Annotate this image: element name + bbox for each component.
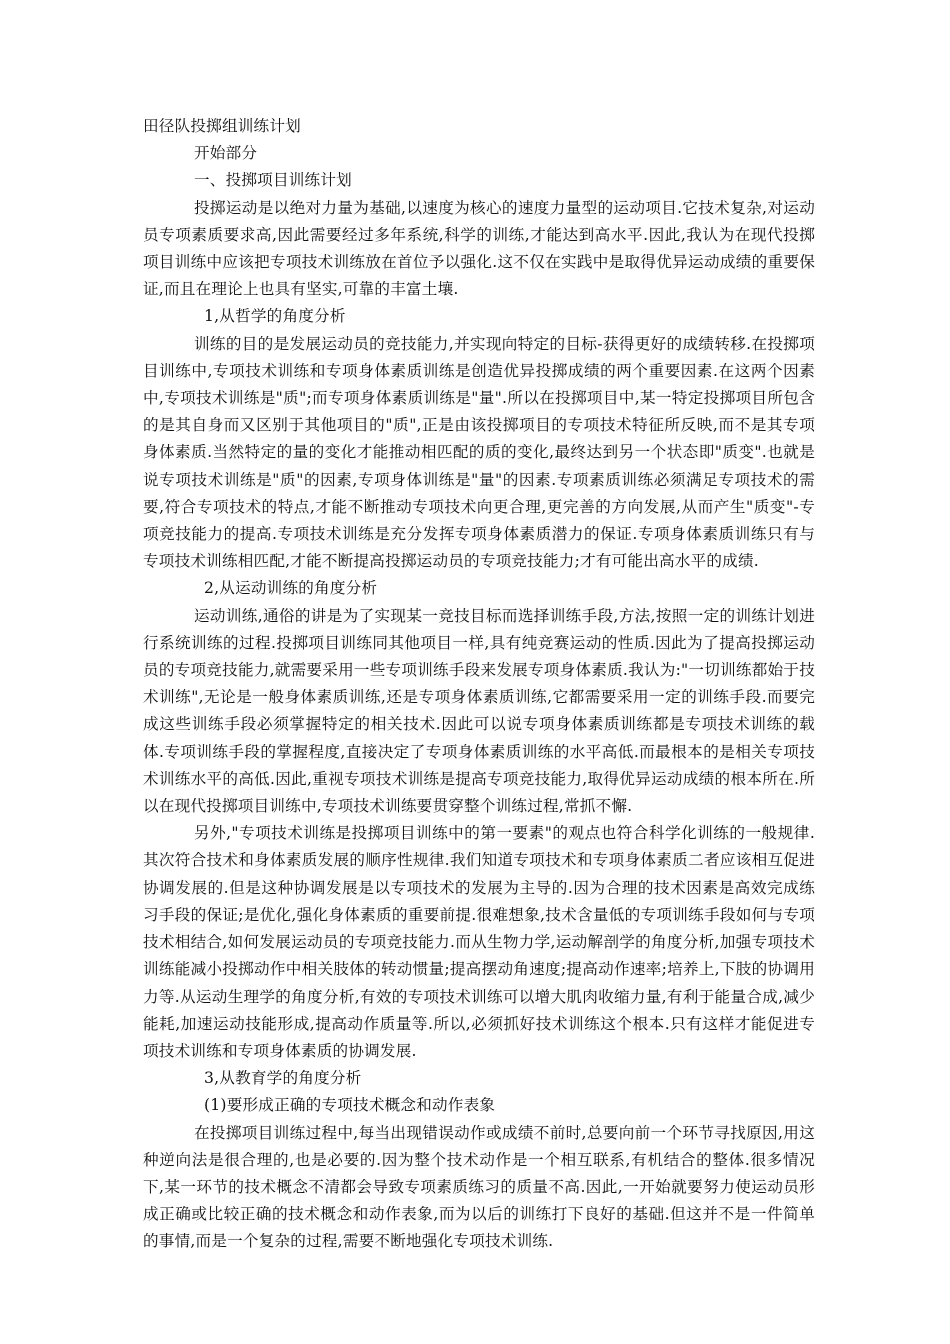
document-title: 田径队投掷组训练计划	[143, 117, 301, 135]
section-start-heading: 开始部分	[194, 144, 258, 163]
paragraph-sports-training: 运动训练,通俗的讲是为了实现某一竞技目标而选择训练手段,方法,按照一定的训练计划进行系统训练的过程.投掷项目训练同其他项目一样,具有纯竞赛运动的性质.因此为了提高投掷运动员的专项竞技能力,就需要采用一些专项训练手段来发展专项身体素质.我认为:"一切训练都始于技术训练",无论是一般身体素质训练,还是专项身体素质训练,它都需要采用一定的训练手段.而要完成这些训练手段必须掌握特定的相关技术.因此可以说专项身体素质训练都是专项技术训练的载体.专项训练手段的掌握程度,直接决定了专项身体素质训练的水平高低.而最根本的是相关专项技术训练水平的高低.因此,重视专项技术训练是提高专项竞技能力,取得优异运动成绩的根本所在.所以在现代投掷项目训练中,专项技术训练要贯穿整个训练过程,常抓不懈.	[143, 606, 815, 816]
paragraph-additional: 另外,"专项技术训练是投掷项目训练中的第一要素"的观点也符合科学化训练的一般规律.其次符合技术和身体素质发展的顺序性规律.我们知道专项技术和专项身体素质二者应该相互促进协调发展的.但是这种协调发展是以专项技术的发展为主导的.因为合理的技术因素是高效完成练习手段的保证;是优化,强化身体素质的重要前提.很难想象,技术含量低的专项训练手段如何与专项技术相结合,如何发展运动员的专项竞技能力.而从生物力学,运动解剖学的角度分析,加强专项技术训练能减小投掷动作中相关肢体的转动惯量;提高摆动角速度;提高动作速率;培养上,下肢的协调用力等.从运动生理学的角度分析,有效的专项技术训练可以增大肌肉收缩力量,有利于能量合成,减少能耗,加速运动技能形成,提高动作质量等.所以,必须抓好技术训练这个根本.只有这样才能促进专项技术训练和专项身体素质的协调发展.	[143, 824, 815, 1060]
subheading-philosophy: 1,从哲学的角度分析	[204, 307, 346, 326]
paragraph-philosophy: 训练的目的是发展运动员的竞技能力,并实现向特定的目标-获得更好的成绩转移.在投掷项目训练中,专项技术训练和专项身体素质训练是创造优异投掷成绩的两个重要因素.在这两个因素中,专项技术训练是"质";而专项身体素质训练是"量".所以在投掷项目中,某一特定投掷项目所包含的是其自身而又区别于其他项目的"质",正是由该投掷项目的专项技术特征所反映,而不是其专项身体素质.当然特定的量的变化才能推动相匹配的质的变化,最终达到另一个状态即"质变".也就是说专项技术训练是"质"的因素,专项身体训练是"量"的因素.专项素质训练必须满足专项技术的需要,符合专项技术的特点,才能不断推动专项技术向更合理,更完善的方向发展,从而产生"质变"-专项竞技能力的提高.专项技术训练是充分发挥专项身体素质潜力的保证.专项身体素质训练只有与专项技术训练相匹配,才能不断提高投掷运动员的专项竞技能力;才有可能出高水平的成绩.	[143, 334, 815, 571]
section-heading-1: 一、投掷项目训练计划	[194, 171, 352, 190]
paragraph-technical-concept: 在投掷项目训练过程中,每当出现错误动作或成绩不前时,总要向前一个环节寻找原因,用这种逆向法是很合理的,也是必要的.因为整个技术动作是一个相互联系,有机结合的整体.很多情况下,某一环节的技术概念不清都会导致专项素质练习的质量不高.因此,一开始就要努力使运动员形成正确或比较正确的技术概念和动作表象,而为以后的训练打下良好的基础.但这并不是一件简单的事情,而是一个复杂的过程,需要不断地强化专项技术训练.	[143, 1123, 815, 1251]
subheading-pedagogy: 3,从教育学的角度分析	[204, 1069, 362, 1088]
document-body	[143, 113, 815, 1256]
subheading-technical-concept: (1)要形成正确的专项技术概念和动作表象	[204, 1096, 496, 1115]
paragraph-intro: 投掷运动是以绝对力量为基础,以速度为核心的速度力量型的运动项目.它技术复杂,对运动员专项素质要求高,因此需要经过多年系统,科学的训练,才能达到高水平.因此,我认为在现代投掷项目训练中应该把专项技术训练放在首位予以强化.这不仅在实践中是取得优异运动成绩的重要保证,而且在理论上也具有坚实,可靠的丰富土壤.	[143, 198, 815, 299]
subheading-sports-training: 2,从运动训练的角度分析	[204, 579, 378, 598]
